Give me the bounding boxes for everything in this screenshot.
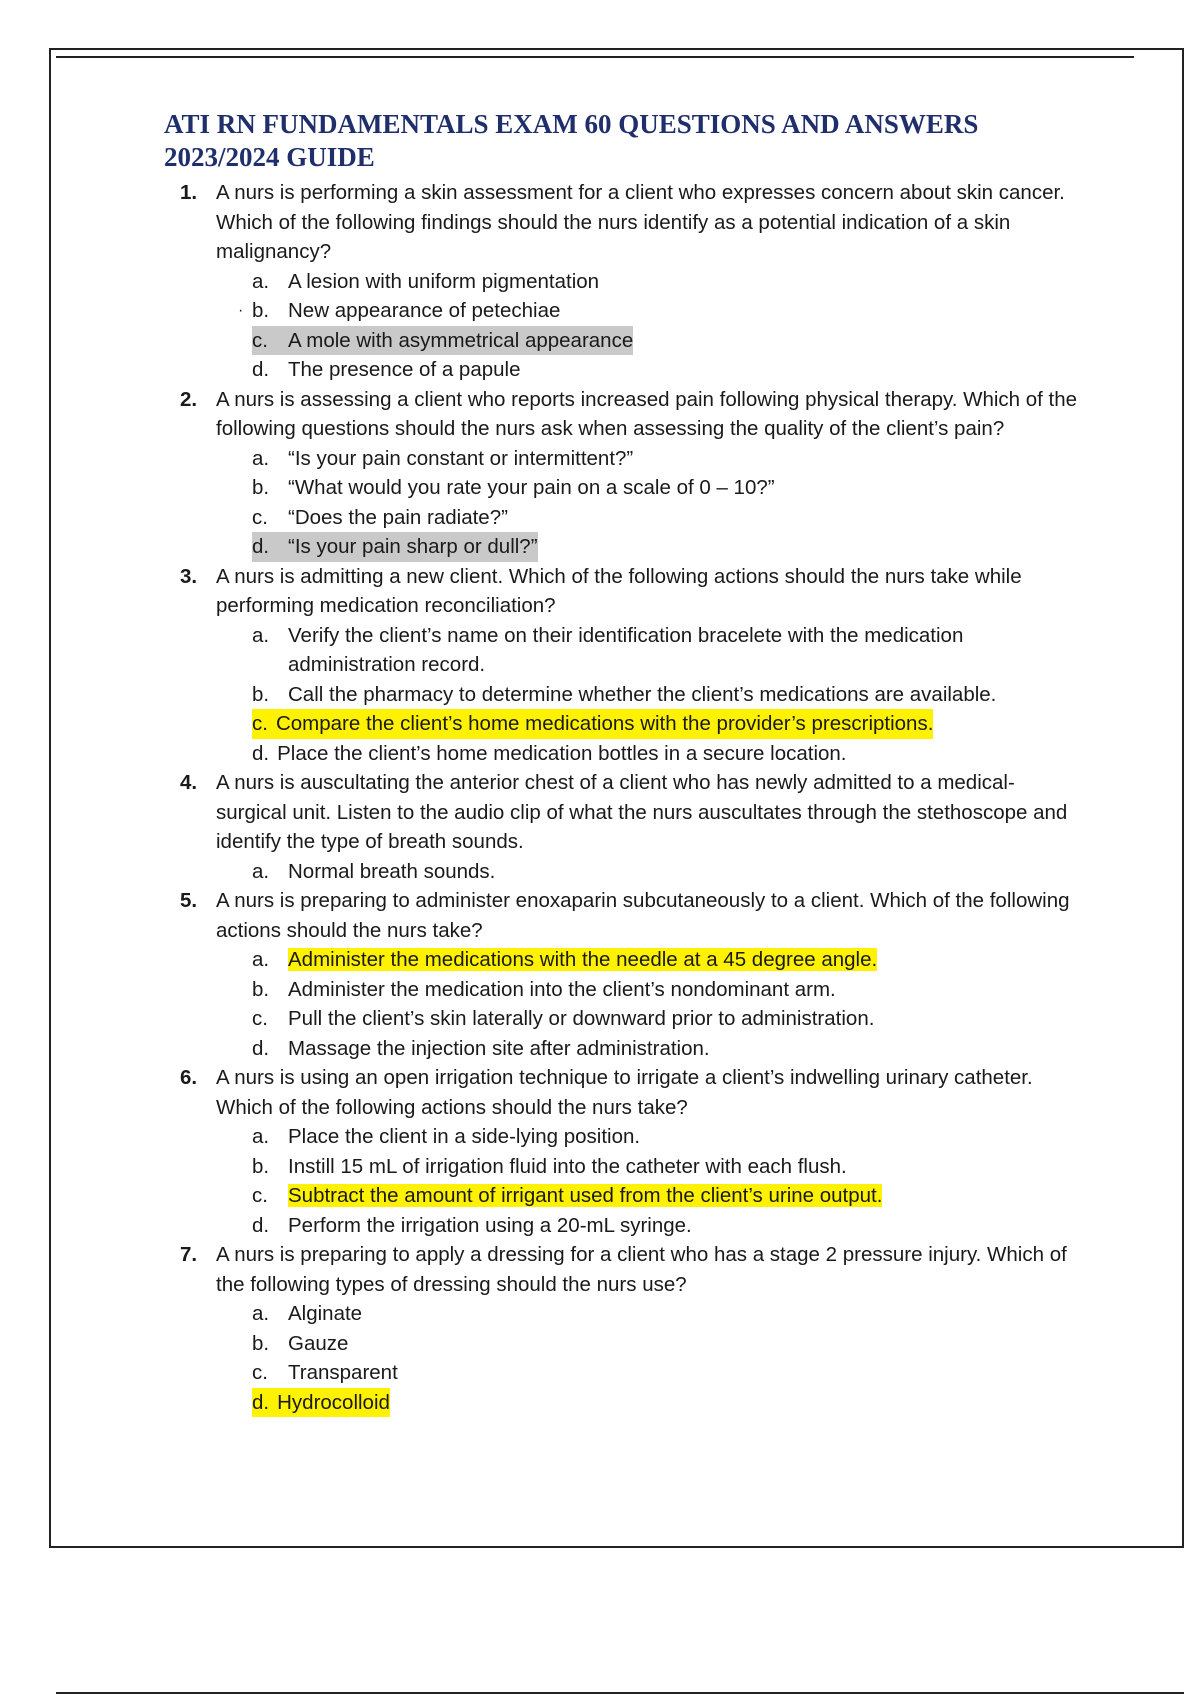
option-letter: d. <box>252 741 270 765</box>
option-letter: c. <box>252 712 268 735</box>
option-3a <box>252 621 1084 680</box>
option-text: Massage the injection site after administration. <box>288 1036 710 1060</box>
option-letter: b. <box>252 977 270 1001</box>
option-letter: d. <box>252 535 270 558</box>
question-text: A nurs is performing a skin assessment for a client who expresses concern about skin cancer. Which of the following findings should the nurs identify as a potential indication of a skin malignancy? <box>216 181 1065 263</box>
option-letter: b. <box>252 682 270 706</box>
option-text: Perform the irrigation using a 20-mL syringe. <box>288 1213 692 1237</box>
option-letter: a. <box>252 623 270 647</box>
question-number: 3. <box>180 564 198 588</box>
question-1 <box>180 178 1084 267</box>
option-5d <box>252 1034 1084 1064</box>
option-1b <box>252 296 1084 326</box>
answer-highlight <box>252 1388 390 1418</box>
option-letter: d. <box>252 1213 270 1237</box>
option-6b <box>252 1152 1084 1182</box>
question-6 <box>180 1063 1084 1122</box>
bottom-rule <box>56 1692 1184 1694</box>
option-letter: d. <box>252 1036 270 1060</box>
option-2c <box>252 503 1084 533</box>
question-number: 7. <box>180 1243 198 1266</box>
question-text: A nurs is preparing to apply a dressing for a client who has a stage 2 pressure injury. Which of the following types of dressing should the nurs use? <box>216 1243 1067 1296</box>
option-letter: a. <box>252 1302 270 1325</box>
title-line-1: ATI RN FUNDAMENTALS EXAM 60 QUESTIONS AND ANSWERS <box>164 109 979 139</box>
question-text: A nurs is assessing a client who reports increased pain following physical therapy. Which of the following questions should the nurs ask when assessing the quality of the client’s pain? <box>216 387 1078 440</box>
option-3b <box>252 680 1084 710</box>
option-letter: d. <box>252 358 270 381</box>
option-text: Pull the client’s skin laterally or downward prior to administration. <box>288 1007 875 1030</box>
option-text: Gauze <box>288 1331 349 1355</box>
option-6d <box>252 1211 1084 1241</box>
option-5b <box>252 975 1084 1005</box>
stray-mark: · <box>238 302 244 319</box>
answer-highlight: Administer the medications with the needle at a 45 degree angle. <box>288 948 878 971</box>
option-1a <box>252 267 1084 297</box>
option-4a <box>252 857 1084 887</box>
option-text: “What would you rate your pain on a scale of 0 – 10?” <box>288 476 775 499</box>
option-text: “Is your pain constant or intermittent?” <box>288 446 634 470</box>
option-text: “Does the pain radiate?” <box>288 505 508 529</box>
answer-highlight <box>252 532 538 562</box>
option-6a <box>252 1122 1084 1152</box>
option-letter: a. <box>252 948 270 971</box>
option-letter: c. <box>252 1184 268 1207</box>
option-2a <box>252 444 1084 474</box>
option-1d <box>252 355 1084 385</box>
question-number: 5. <box>180 889 198 912</box>
option-7c <box>252 1358 1084 1388</box>
option-text: New appearance of petechiae <box>288 299 561 322</box>
option-text: Place the client in a side-lying position. <box>288 1125 641 1148</box>
option-letter: a. <box>252 269 270 293</box>
question-number: 4. <box>180 771 198 794</box>
option-7a <box>252 1299 1084 1329</box>
answer-highlight <box>252 326 633 356</box>
document-title <box>164 108 1084 174</box>
option-text: Hydrocolloid <box>277 1390 390 1414</box>
option-text: Call the pharmacy to determine whether the client’s medications are available. <box>288 682 997 706</box>
option-letter: d. <box>252 1390 270 1414</box>
question-3 <box>180 562 1084 621</box>
option-letter: b. <box>252 1154 270 1178</box>
answer-highlight: Subtract the amount of irrigant used from the client’s urine output. <box>288 1184 883 1207</box>
option-1c-answer <box>252 326 1084 356</box>
option-text: A lesion with uniform pigmentation <box>288 269 600 293</box>
document-content <box>164 108 1084 1417</box>
option-letter: b. <box>252 1331 270 1355</box>
question-2 <box>180 385 1084 444</box>
question-number: 2. <box>180 387 198 411</box>
option-3c-answer <box>252 709 1084 739</box>
question-4 <box>180 768 1084 857</box>
option-letter: a. <box>252 446 270 470</box>
option-2b <box>252 473 1084 503</box>
option-2d-answer <box>252 532 1084 562</box>
question-text: A nurs is using an open irrigation technique to irrigate a client’s indwelling urinary catheter. Which of the following actions should the nurs take? <box>216 1066 1033 1119</box>
question-number: 1. <box>180 181 198 204</box>
option-text: The presence of a papule <box>288 358 521 381</box>
option-letter: a. <box>252 1125 270 1148</box>
option-letter: a. <box>252 859 270 883</box>
option-5a-answer <box>252 945 1084 975</box>
option-letter: b. <box>252 476 270 499</box>
option-letter: c. <box>252 328 268 352</box>
title-line-2: 2023/2024 GUIDE <box>164 142 375 172</box>
option-text: Alginate <box>288 1302 363 1325</box>
option-text: Compare the client’s home medications with the provider’s prescriptions. <box>275 712 934 735</box>
option-letter: c. <box>252 505 268 529</box>
question-text: A nurs is preparing to administer enoxaparin subcutaneously to a client. Which of the following actions should the nurs take? <box>216 889 1070 942</box>
option-7d-answer <box>252 1388 1084 1418</box>
question-text: A nurs is admitting a new client. Which of the following actions should the nurs take while performing medication reconciliation? <box>216 564 1022 617</box>
option-text: Instill 15 mL of irrigation fluid into the catheter with each flush. <box>288 1154 847 1178</box>
option-text: Transparent <box>288 1361 398 1384</box>
option-letter: b. <box>252 299 270 322</box>
question-text: A nurs is auscultating the anterior chest of a client who has newly admitted to a medical-surgical unit. Listen to the audio clip of what the nurs auscultates through the stethoscope and identify the type of breath sounds. <box>216 771 1068 853</box>
option-text: Normal breath sounds. <box>288 859 496 883</box>
option-text: A mole with asymmetrical appearance <box>288 328 634 352</box>
option-6c-answer <box>252 1181 1084 1211</box>
option-7b <box>252 1329 1084 1359</box>
option-letter: c. <box>252 1007 268 1030</box>
question-5 <box>180 886 1084 945</box>
option-text: Place the client’s home medication bottles in a secure location. <box>277 741 847 765</box>
option-letter: c. <box>252 1361 268 1384</box>
option-text: Administer the medication into the client’s nondominant arm. <box>288 977 836 1001</box>
option-text: “Is your pain sharp or dull?” <box>288 535 538 558</box>
option-text: Verify the client’s name on their identification bracelete with the medication administration record. <box>288 623 964 676</box>
option-3d <box>252 739 1084 769</box>
question-number: 6. <box>180 1066 198 1089</box>
answer-highlight <box>252 709 933 739</box>
option-5c <box>252 1004 1084 1034</box>
top-rule <box>56 56 1134 58</box>
question-7 <box>180 1240 1084 1299</box>
